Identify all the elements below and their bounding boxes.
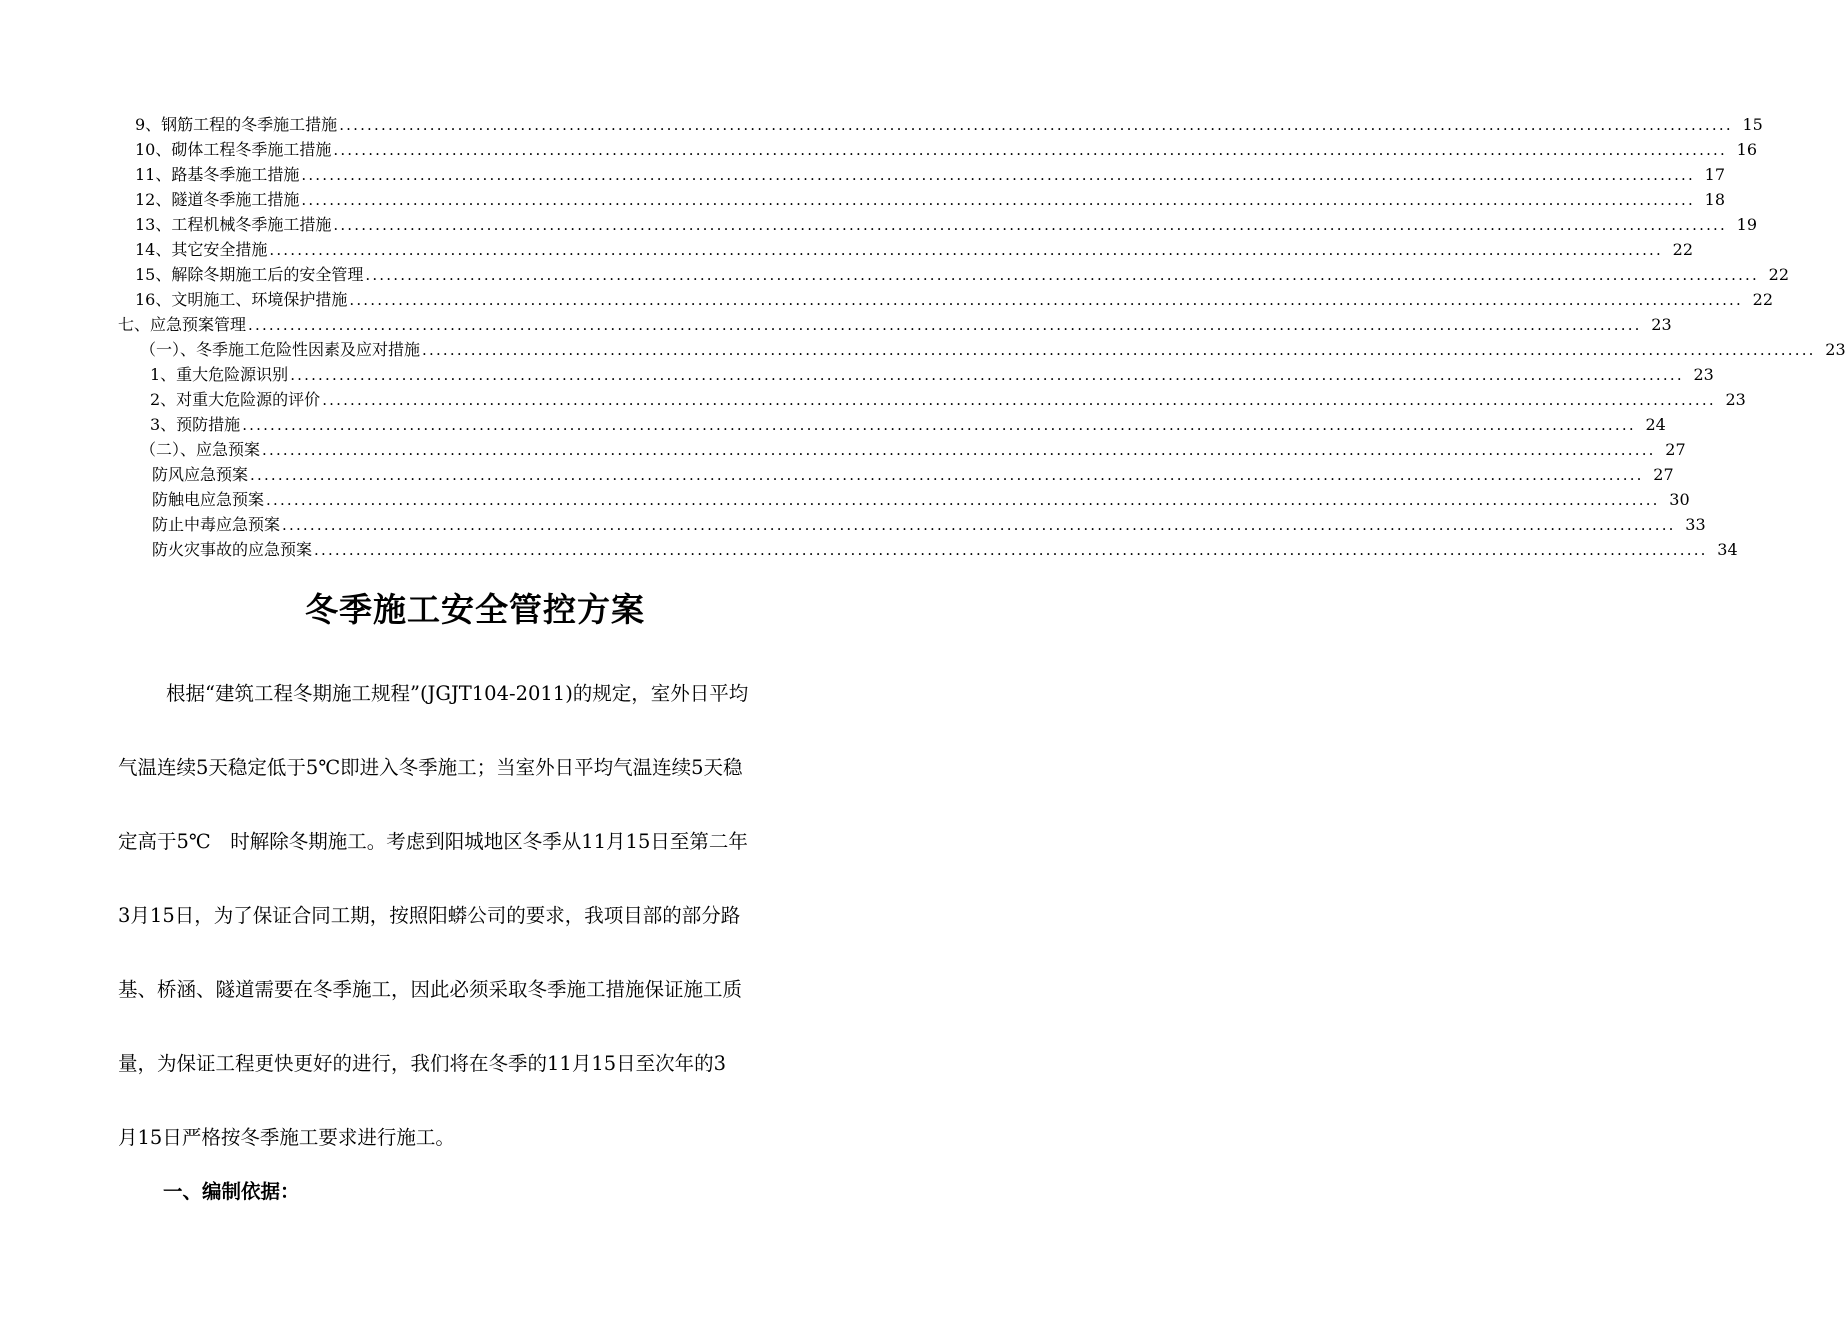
toc-entry-label: 3、预防措施 — [150, 415, 241, 434]
toc-entry[interactable] — [0, 135, 1757, 160]
toc-leader-dots: ........................................................................................................................................................................................................ — [322, 391, 1716, 409]
toc-entry[interactable] — [0, 535, 1738, 560]
body-line: 月15日严格按冬季施工要求进行施工。 — [118, 1126, 455, 1149]
toc-entry-label: 防止中毒应急预案 — [152, 515, 281, 534]
toc-leader-dots: ........................................................................................................................................................................................................ — [333, 141, 1727, 159]
toc-entry-label: 13、工程机械冬季施工措施 — [135, 215, 332, 234]
document-title: 冬季施工安全管控方案 — [305, 590, 645, 629]
toc-leader-dots: ........................................................................................................................................................................................................ — [301, 166, 1695, 184]
toc-entry-page: 27 — [1653, 465, 1674, 484]
toc-leader-dots: ........................................................................................................................................................................................................ — [290, 366, 1684, 384]
toc-entry-label: 防火灾事故的应急预案 — [152, 540, 313, 559]
toc-leader-dots: ........................................................................................................................................................................................................ — [339, 116, 1733, 134]
body-line: 气温连续5天稳定低于5℃即进入冬季施工；当室外日平均气温连续5天稳 — [118, 756, 743, 779]
toc-entry-page: 18 — [1704, 190, 1725, 209]
toc-entry-page: 16 — [1736, 140, 1757, 159]
toc-entry[interactable] — [0, 460, 1674, 485]
toc-leader-dots: ........................................................................................................................................................................................................ — [333, 216, 1727, 234]
toc-entry[interactable] — [0, 110, 1763, 135]
body-line: 定高于5℃ 时解除冬期施工。考虑到阳城地区冬季从11月15日至第二年 — [118, 830, 748, 853]
body-line: 量，为保证工程更快更好的进行，我们将在冬季的11月15日至次年的3 — [118, 1052, 727, 1075]
toc-entry-page: 22 — [1752, 290, 1773, 309]
toc-entry-page: 17 — [1704, 165, 1725, 184]
toc-entry[interactable] — [0, 260, 1789, 285]
toc-leader-dots: ........................................................................................................................................................................................................ — [365, 266, 1759, 284]
toc-entry[interactable] — [0, 210, 1757, 235]
body-line: 3月15日，为了保证合同工期，按照阳蟒公司的要求，我项目部的部分路 — [118, 904, 741, 927]
toc-leader-dots: ........................................................................................................................................................................................................ — [282, 516, 1676, 534]
toc-leader-dots: ........................................................................................................................................................................................................ — [314, 541, 1708, 559]
toc-entry-page: 23 — [1825, 340, 1846, 359]
toc-entry-page: 27 — [1665, 440, 1686, 459]
toc-entry-label: （一）、冬季施工危险性因素及应对措施 — [140, 340, 421, 359]
toc-entry-page: 30 — [1669, 490, 1690, 509]
toc-entry-label: 10、砌体工程冬季施工措施 — [135, 140, 332, 159]
toc-leader-dots: ........................................................................................................................................................................................................ — [262, 441, 1656, 459]
toc-entry-page: 23 — [1651, 315, 1672, 334]
toc-leader-dots: ........................................................................................................................................................................................................ — [349, 291, 1743, 309]
toc-entry-page: 19 — [1736, 215, 1757, 234]
toc-leader-dots: ........................................................................................................................................................................................................ — [242, 416, 1636, 434]
toc-entry-label: 11、路基冬季施工措施 — [135, 165, 300, 184]
toc-leader-dots: ........................................................................................................................................................................................................ — [269, 241, 1663, 259]
toc-entry[interactable] — [0, 510, 1706, 535]
toc-entry[interactable] — [0, 185, 1725, 210]
toc-entry[interactable] — [0, 235, 1693, 260]
toc-entry-page: 23 — [1725, 390, 1746, 409]
toc-entry-label: 12、隧道冬季施工措施 — [135, 190, 300, 209]
toc-entry-page: 33 — [1685, 515, 1706, 534]
toc-entry-page: 15 — [1742, 115, 1763, 134]
table-of-contents — [0, 110, 1846, 560]
toc-leader-dots: ........................................................................................................................................................................................................ — [266, 491, 1660, 509]
toc-entry-page: 23 — [1693, 365, 1714, 384]
toc-entry[interactable] — [0, 285, 1773, 310]
toc-entry[interactable] — [0, 160, 1725, 185]
toc-leader-dots: ........................................................................................................................................................................................................ — [301, 191, 1695, 209]
toc-entry-label: 七、应急预案管理 — [118, 315, 247, 334]
toc-leader-dots: ........................................................................................................................................................................................................ — [422, 341, 1816, 359]
body-paragraph — [118, 657, 846, 1175]
body-line: 基、桥涵、隧道需要在冬季施工，因此必须采取冬季施工措施保证施工质 — [118, 978, 743, 1001]
toc-entry-label: 15、解除冬期施工后的安全管理 — [135, 265, 364, 284]
toc-entry[interactable] — [0, 485, 1690, 510]
toc-entry-label: （二）、应急预案 — [140, 440, 261, 459]
toc-entry[interactable] — [0, 385, 1746, 410]
toc-entry-label: 防风应急预案 — [152, 465, 249, 484]
toc-entry-label: 防触电应急预案 — [152, 490, 265, 509]
toc-entry-page: 24 — [1645, 415, 1666, 434]
toc-entry-page: 22 — [1672, 240, 1693, 259]
section-heading: 一、编制依据： — [163, 1180, 300, 1203]
toc-entry[interactable] — [0, 435, 1686, 460]
toc-entry[interactable] — [0, 335, 1846, 360]
body-line: 根据“建筑工程冬期施工规程”(JGJT104-2011)的规定，室外日平均 — [166, 682, 749, 705]
toc-entry-label: 16、文明施工、环境保护措施 — [135, 290, 348, 309]
toc-entry[interactable] — [0, 410, 1666, 435]
toc-entry-page: 34 — [1717, 540, 1738, 559]
toc-leader-dots: ........................................................................................................................................................................................................ — [250, 466, 1644, 484]
toc-entry[interactable] — [0, 360, 1714, 385]
toc-entry-label: 1、重大危险源识别 — [150, 365, 289, 384]
toc-entry[interactable] — [0, 310, 1672, 335]
toc-entry-label: 2、对重大危险源的评价 — [150, 390, 321, 409]
toc-entry-label: 9、钢筋工程的冬季施工措施 — [135, 115, 338, 134]
toc-entry-label: 14、其它安全措施 — [135, 240, 268, 259]
toc-entry-page: 22 — [1768, 265, 1789, 284]
toc-leader-dots: ........................................................................................................................................................................................................ — [248, 316, 1642, 334]
